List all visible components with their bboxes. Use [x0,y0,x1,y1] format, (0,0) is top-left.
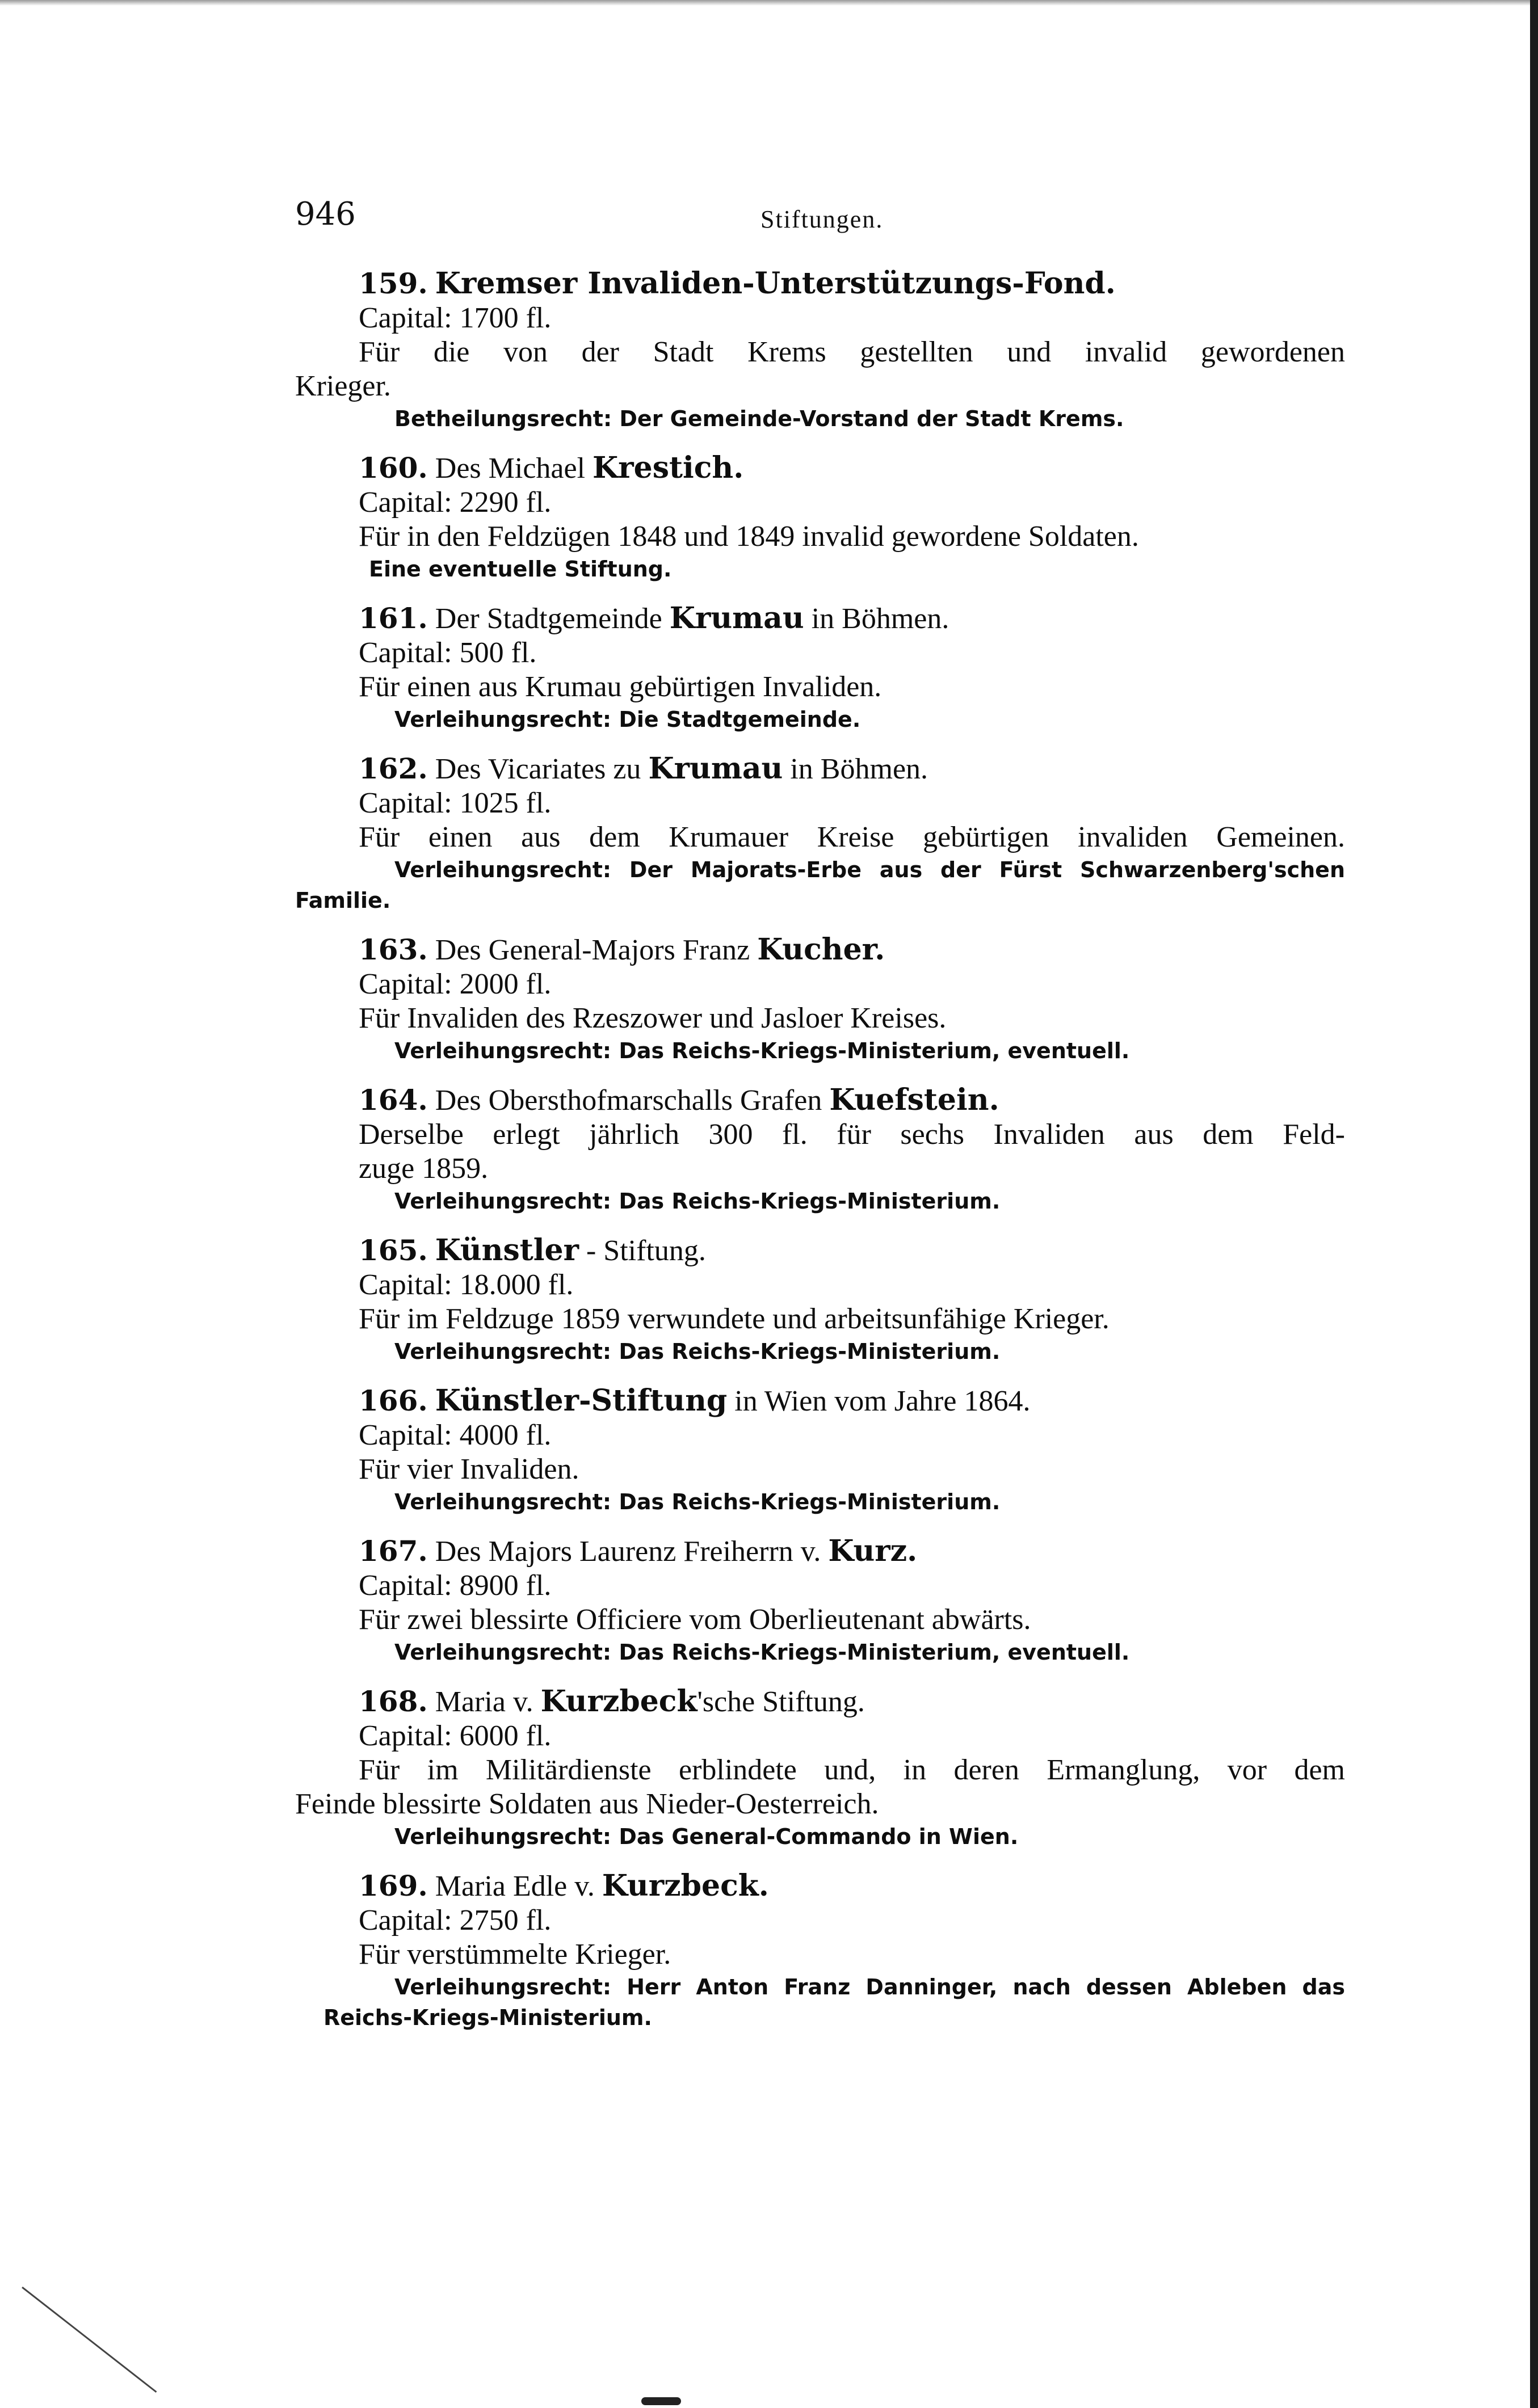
entry-title [295,1234,1345,1268]
entry-rights: Verleihungsrecht: Herr Anton Franz Danninger, nach dessen Ableben das [394,1975,1345,1999]
entries-list [295,267,1345,2050]
page-number: 946 [295,196,356,233]
entry-title [295,601,1345,636]
running-title: Stiftungen. [760,205,884,233]
entry-title-prefix: Des Obersthofmarschalls Grafen [435,1084,830,1117]
entry-rights: Verleihungsrecht: Das General-Commando in Wien. [394,1824,1019,1849]
entry-title-suffix: in Wien vom Jahre 1864. [727,1385,1031,1417]
entry-title-suffix: - Stiftung. [578,1235,706,1267]
entry-title [295,267,1345,301]
entry-rights: Familie. [295,888,391,913]
entry-number: 164. [359,1083,428,1117]
entry-165 [295,1234,1345,1367]
entry-169 [295,1869,1345,2033]
entry-title [295,1384,1345,1418]
entry-title-bold: Kuefstein. [829,1083,999,1117]
entry-title-bold: Kucher. [757,932,885,967]
entry-rights: Verleihungsrecht: Das Reichs-Kriegs-Ministerium. [394,1339,1001,1364]
entry-purpose-line: Für vier Invaliden. [359,1453,579,1485]
page-top-edge [0,0,1538,6]
entry-rights: Verleihungsrecht: Die Stadtgemeinde. [394,707,861,732]
entry-title [295,752,1345,786]
entry-title-prefix: Des General-Majors Franz [435,934,758,966]
entry-title [295,451,1345,486]
entry-number: 161. [359,601,428,635]
entry-rights: Verleihungsrecht: Das Reichs-Kriegs-Ministerium, eventuell. [394,1038,1130,1063]
entry-purpose-line: Für im Feldzuge 1859 verwundete und arbeitsunfähige Krieger. [359,1303,1110,1335]
entry-166 [295,1384,1345,1517]
entry-purpose-line: Für einen aus Krumau gebürtigen Invaliden. [359,671,882,703]
entry-rights: Reichs-Kriegs-Ministerium. [323,2005,652,2030]
entry-rights: Betheilungsrecht: Der Gemeinde-Vorstand der Stadt Krems. [394,406,1124,431]
entry-number: 165. [359,1234,428,1267]
entry-title-bold: Krumau [648,751,783,786]
entry-rights: Verleihungsrecht: Das Reichs-Kriegs-Ministerium, eventuell. [394,1640,1130,1665]
entry-number: 159. [359,267,428,300]
entry-number: 166. [359,1384,428,1417]
entry-capital: Capital: 4000 fl. [359,1419,552,1451]
entry-title-prefix: Des Michael [435,452,593,485]
entry-purpose-line: Für Invaliden des Rzeszower und Jasloer Kreises. [359,1002,947,1034]
entry-163 [295,933,1345,1066]
entry-161 [295,601,1345,735]
entry-purpose-line: Für im Militärdienste erblindete und, in deren Ermanglung, vor dem [359,1754,1345,1786]
entry-purpose-line: Krieger. [295,370,391,402]
entry-title-prefix: Des Majors Laurenz Freiherrn v. [435,1535,829,1568]
entry-purpose-line: Für in den Feldzügen 1848 und 1849 invalid gewordene Soldaten. [359,520,1139,553]
entry-title-bold: Kurzbeck. [602,1868,769,1903]
entry-title [295,933,1345,967]
page-header [295,196,1345,247]
entry-purpose-line: Für die von der Stadt Krems gestellten und invalid gewordenen [359,336,1345,368]
entry-title-prefix: Maria Edle v. [435,1870,602,1902]
entry-number: 163. [359,933,428,966]
entry-purpose-line: Für zwei blessirte Officiere vom Oberlieutenant abwärts. [359,1603,1031,1636]
page-fold-mark [22,2287,157,2393]
entry-title-prefix: Des Vicariates zu [435,753,649,785]
entry-title [295,1083,1345,1118]
entry-title-suffix: 'sche Stiftung. [697,1686,865,1718]
entry-purpose-line: Feinde blessirte Soldaten aus Nieder-Oesterreich. [295,1788,879,1820]
entry-title-bold: Krumau [669,601,804,635]
entry-title [295,1869,1345,1904]
entry-capital: Capital: 6000 fl. [359,1720,552,1752]
entry-title-prefix: Maria v. [435,1686,541,1718]
entry-capital: Capital: 1700 fl. [359,302,552,334]
entry-167 [295,1534,1345,1668]
entry-capital: Capital: 2750 fl. [359,1904,552,1936]
entry-168 [295,1685,1345,1852]
entry-title [295,1534,1345,1569]
entry-capital: Capital: 18.000 fl. [359,1269,574,1301]
entry-purpose-line: Für einen aus dem Krumauer Kreise gebürtigen invaliden Gemeinen. [359,821,1345,853]
entry-capital: Capital: 1025 fl. [359,787,552,819]
entry-purpose-line: zuge 1859. [359,1152,489,1185]
entry-rights: Verleihungsrecht: Das Reichs-Kriegs-Ministerium. [394,1489,1001,1514]
entry-title-bold: Kremser Invaliden-Unterstützungs-Fond. [435,266,1116,301]
entry-number: 167. [359,1534,428,1568]
entry-title-bold: Krestich. [592,451,744,485]
entry-title [295,1685,1345,1719]
entry-capital: Capital: 2000 fl. [359,968,552,1000]
entry-title-prefix: Der Stadtgemeinde [435,603,670,635]
entry-159 [295,267,1345,434]
entry-number: 168. [359,1685,428,1718]
entry-purpose-line: Für verstümmelte Krieger. [359,1938,671,1971]
entry-title-bold: Kurz. [828,1534,918,1568]
entry-rights: Eine eventuelle Stiftung. [369,557,672,582]
ink-smudge [641,2397,681,2405]
entry-capital: Capital: 500 fl. [359,637,537,669]
page-right-edge [1530,0,1538,2408]
entry-rights: Verleihungsrecht: Das Reichs-Kriegs-Ministerium. [394,1189,1001,1214]
entry-capital: Capital: 8900 fl. [359,1569,552,1602]
entry-title-suffix: in Böhmen. [804,603,949,635]
entry-162 [295,752,1345,916]
entry-title-bold: Künstler-Stiftung [435,1383,728,1418]
entry-title-bold: Künstler [435,1233,579,1268]
entry-purpose-line: Derselbe erlegt jährlich 300 fl. für sechs Invaliden aus dem Feld- [359,1118,1345,1151]
entry-160 [295,451,1345,584]
entry-title-bold: Kurzbeck [540,1684,697,1719]
entry-rights: Verleihungsrecht: Der Majorats-Erbe aus der Fürst Schwarzenberg'schen [394,857,1345,882]
entry-title-suffix: in Böhmen. [783,753,928,785]
entry-number: 160. [359,451,428,485]
entry-164 [295,1083,1345,1216]
entry-number: 169. [359,1869,428,1902]
entry-capital: Capital: 2290 fl. [359,486,552,519]
entry-number: 162. [359,752,428,785]
